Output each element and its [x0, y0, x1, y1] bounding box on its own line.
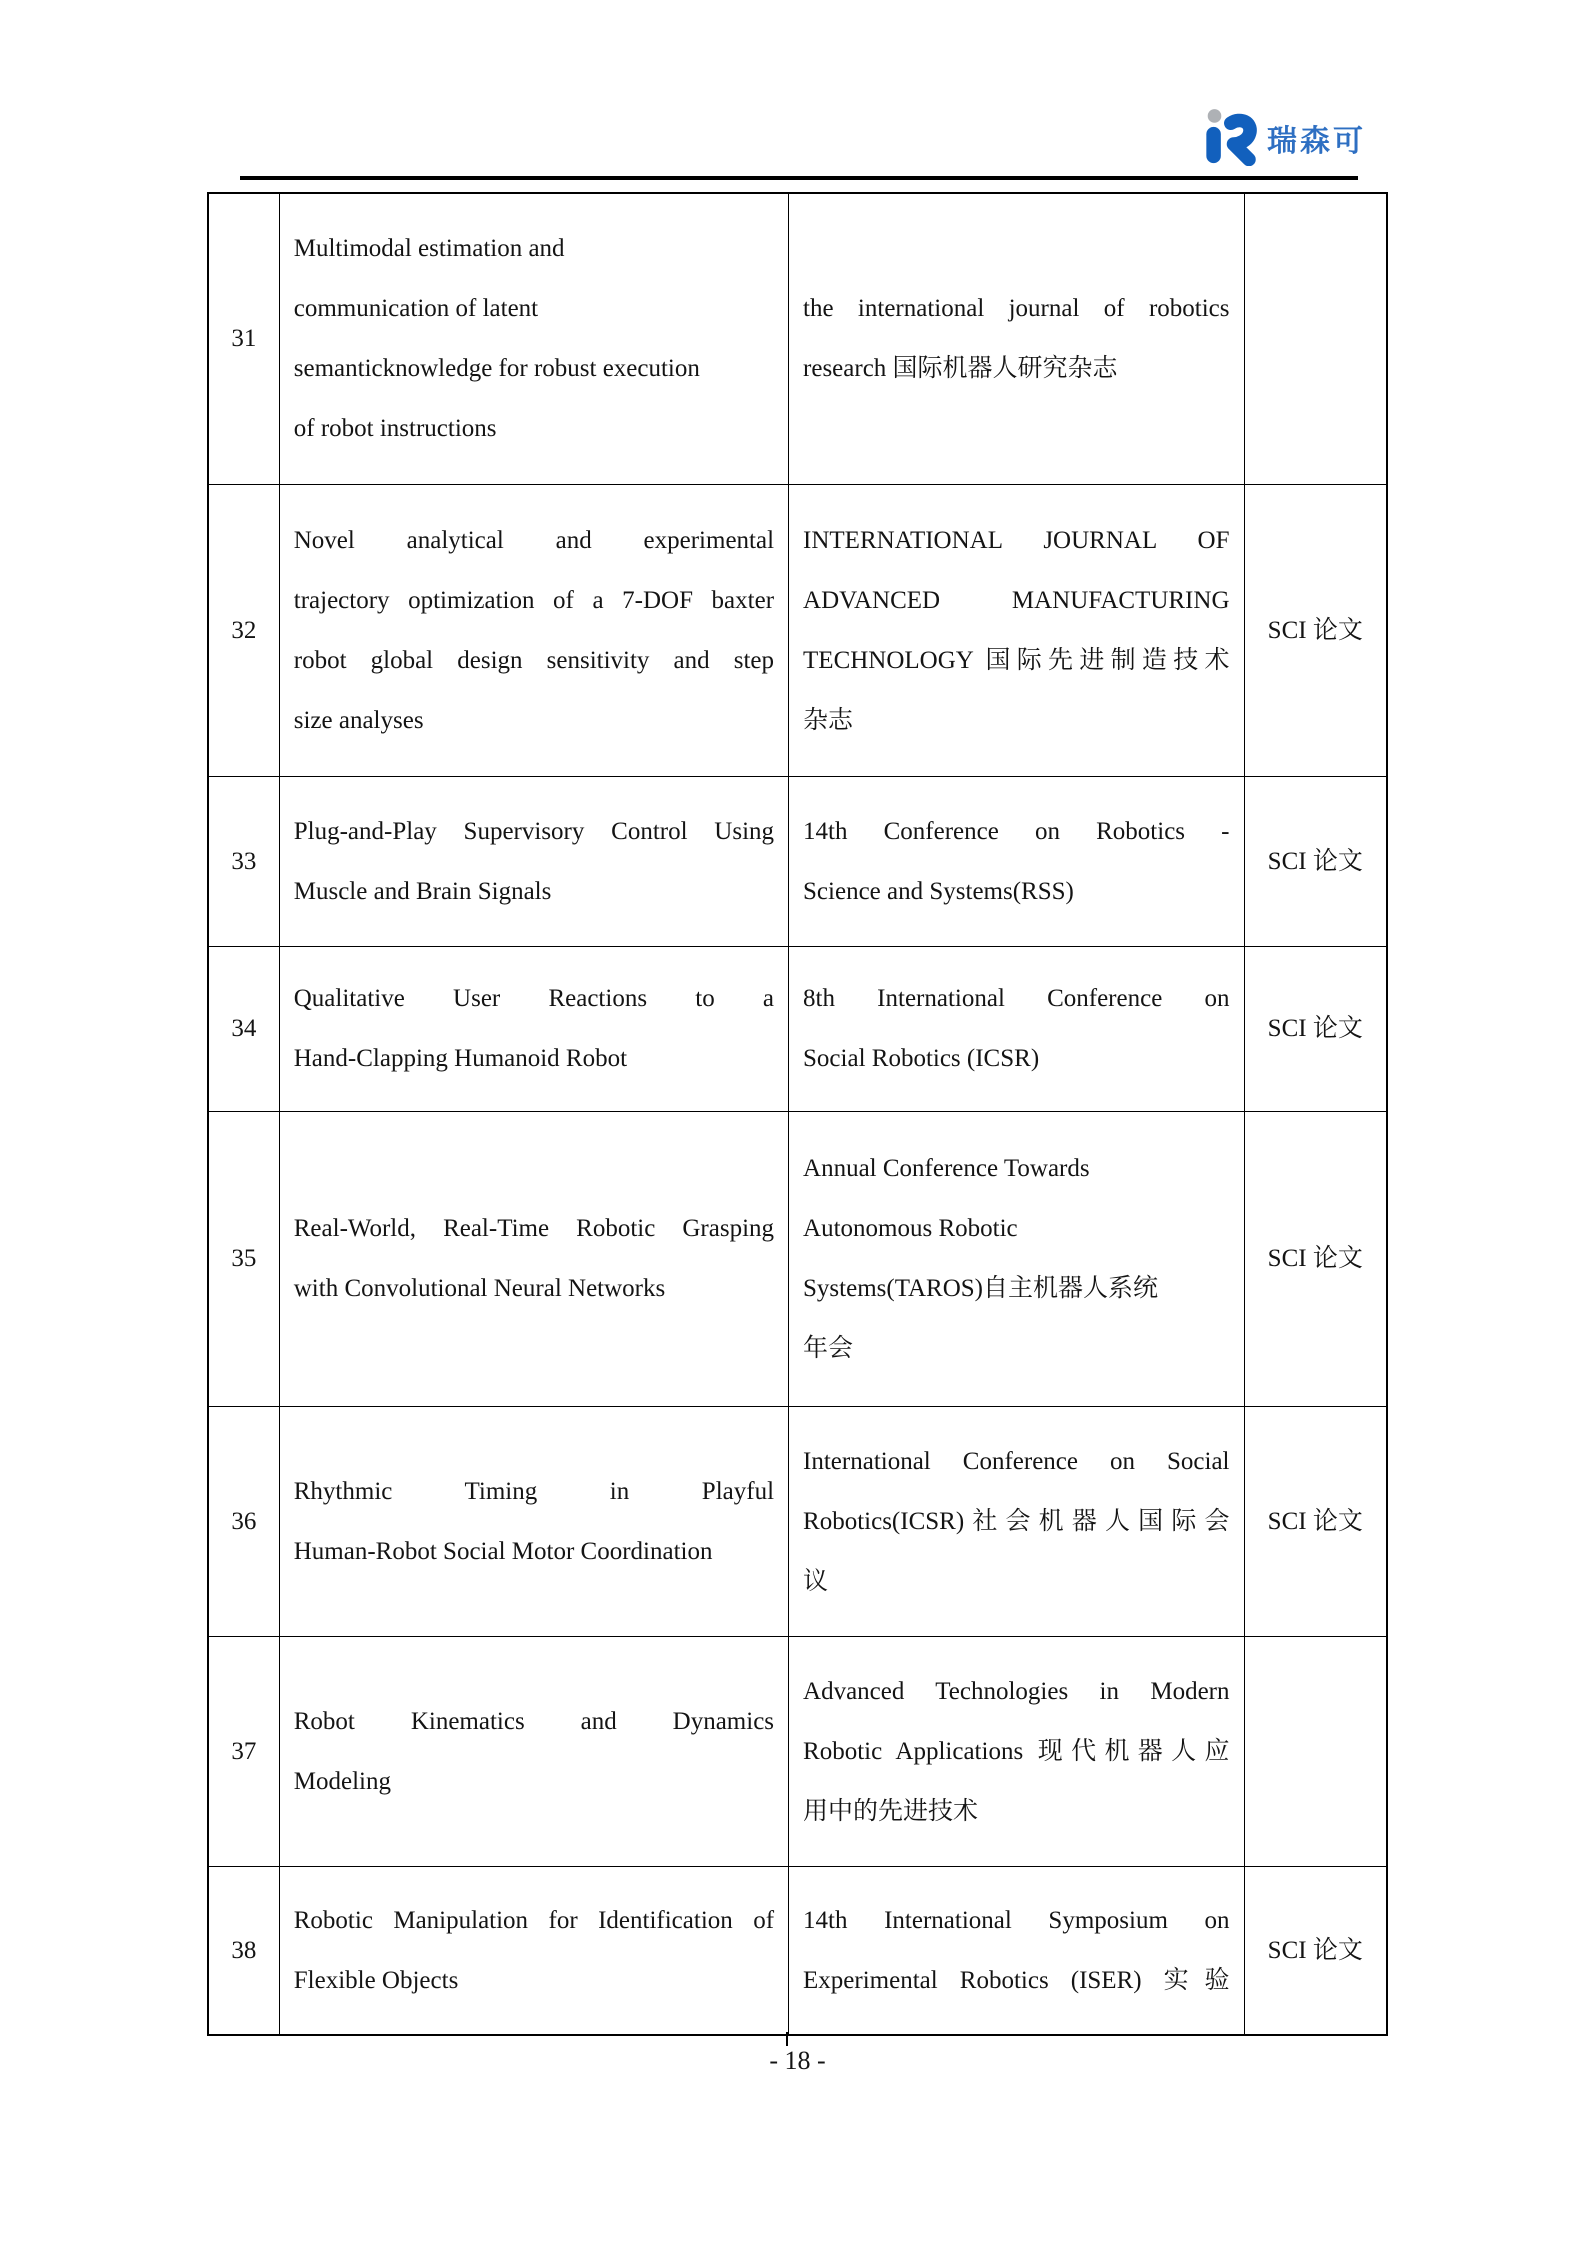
- paper-type-cell: [1245, 194, 1387, 484]
- venue-cell: [789, 485, 1244, 776]
- text-line: Novel analytical and experimental: [293, 526, 775, 554]
- text-line: with Convolutional Neural Networks: [293, 1275, 666, 1302]
- paper-title-cell: [280, 485, 789, 776]
- cell-text: [294, 219, 774, 459]
- text-line: Systems(TAROS)自主机器人系统: [803, 1275, 1158, 1302]
- paper-title-cell: [280, 947, 789, 1111]
- venue-cell: [789, 1407, 1244, 1636]
- text-line: Autonomous Robotic: [803, 1215, 1018, 1242]
- text-line: 议: [803, 1567, 829, 1595]
- text-line: Robotics(ICSR)社会机器人国际会: [803, 1507, 1230, 1535]
- table-row: [209, 1867, 1386, 2034]
- row-number-cell: 36: [209, 1407, 280, 1636]
- paper-type-cell: SCI 论文: [1267, 847, 1363, 875]
- text-line: of robot instructions: [293, 415, 497, 442]
- table-row: [209, 777, 1386, 947]
- cell-text: [803, 1891, 1229, 2011]
- cell-text: [294, 802, 774, 922]
- paper-type-cell: SCI 论文: [1267, 1936, 1363, 1964]
- cell-text: [294, 1462, 774, 1582]
- cell-text: [803, 511, 1229, 751]
- row-number-cell: 37: [209, 1637, 280, 1866]
- text-line: Social Robotics (ICSR): [803, 1045, 1040, 1072]
- row-number-cell: 34: [209, 947, 280, 1111]
- text-line: 杂志: [803, 706, 854, 734]
- venue-cell: [789, 1867, 1244, 2034]
- text-line: Advanced Technologies in Modern: [803, 1677, 1230, 1705]
- table-row: [209, 1112, 1386, 1407]
- cell-text: [294, 511, 774, 751]
- text-line: 14th International Symposium on: [803, 1906, 1230, 1934]
- text-line: Plug-and-Play Supervisory Control Using: [293, 817, 775, 845]
- cell-text: [803, 1432, 1229, 1612]
- text-line: Experimental Robotics (ISER) 实验: [803, 1966, 1230, 1994]
- row-number-cell: 32: [209, 485, 280, 776]
- page-number: - 18 -: [769, 2046, 826, 2075]
- publications-table: [207, 192, 1388, 2036]
- row-number-cell: 35: [209, 1112, 280, 1406]
- text-line: Flexible Objects: [293, 1966, 459, 1994]
- text-line: ADVANCED MANUFACTURING: [803, 586, 1230, 614]
- text-line: Robotic Manipulation for Identification of: [293, 1906, 775, 1934]
- text-line: the international journal of robotics: [803, 295, 1230, 322]
- row-number-cell: 31: [209, 194, 280, 484]
- text-line: 用中的先进技术: [803, 1797, 979, 1825]
- row-number-cell: 38: [209, 1867, 280, 2034]
- text-line: Modeling: [293, 1767, 391, 1795]
- header-divider: [240, 176, 1358, 180]
- table-row: [209, 194, 1386, 485]
- table-row: [209, 1407, 1386, 1637]
- table-row: [209, 1637, 1386, 1867]
- text-line: communication of latent: [293, 295, 539, 322]
- paper-title-cell: [280, 1867, 789, 2034]
- paper-type-cell: SCI 论文: [1267, 616, 1363, 644]
- text-line: research 国际机器人研究杂志: [803, 355, 1118, 382]
- text-line: robot global design sensitivity and step: [293, 646, 775, 674]
- text-line: 年会: [803, 1335, 854, 1362]
- row-number-cell: 33: [209, 777, 280, 946]
- text-line: INTERNATIONAL JOURNAL OF: [803, 526, 1230, 554]
- text-line: 8th International Conference on: [803, 985, 1230, 1012]
- text-line: trajectory optimization of a 7-DOF baxter: [293, 586, 775, 614]
- cell-text: [803, 802, 1229, 922]
- paper-type-cell: SCI 论文: [1267, 1015, 1363, 1042]
- cell-text: [803, 279, 1229, 399]
- paper-title-cell: [280, 777, 789, 946]
- company-logo-text: 瑞森可: [1267, 125, 1366, 158]
- company-logo: [1200, 104, 1366, 166]
- table-row: [209, 947, 1386, 1112]
- text-line: Robot Kinematics and Dynamics: [293, 1707, 775, 1735]
- paper-type-cell: SCI 论文: [1267, 1507, 1363, 1535]
- venue-cell: [789, 1637, 1244, 1866]
- cell-text: [294, 1199, 774, 1319]
- table-bottom-tick: [786, 2032, 788, 2046]
- cell-text: [294, 1692, 774, 1812]
- text-line: Science and Systems(RSS): [803, 877, 1074, 905]
- company-logo-icon: [1200, 104, 1258, 166]
- text-line: Robotic Applications 现代机器人应: [803, 1737, 1230, 1765]
- paper-title-cell: [280, 1407, 789, 1636]
- text-line: Hand-Clapping Humanoid Robot: [293, 1045, 628, 1072]
- cell-text: [294, 1891, 774, 2011]
- text-line: TECHNOLOGY 国际先进制造技术: [803, 646, 1230, 674]
- text-line: 14th Conference on Robotics -: [803, 817, 1230, 845]
- paper-type-cell: [1245, 1637, 1387, 1866]
- cell-text: [803, 969, 1229, 1089]
- text-line: semanticknowledge for robust execution: [293, 355, 700, 382]
- venue-cell: [789, 194, 1244, 484]
- paper-title-cell: [280, 1637, 789, 1866]
- text-line: size analyses: [293, 706, 424, 734]
- text-line: Muscle and Brain Signals: [293, 877, 552, 905]
- paper-title-cell: [280, 194, 789, 484]
- text-line: Multimodal estimation and: [293, 235, 565, 262]
- text-line: Rhythmic Timing in Playful: [293, 1477, 775, 1505]
- cell-text: [294, 969, 774, 1089]
- table-row: [209, 485, 1386, 777]
- paper-title-cell: [280, 1112, 789, 1406]
- cell-text: [803, 1139, 1229, 1379]
- paper-type-cell: SCI 论文: [1267, 1245, 1363, 1272]
- text-line: Real-World, Real-Time Robotic Grasping: [293, 1215, 775, 1242]
- text-line: Qualitative User Reactions to a: [293, 985, 775, 1012]
- text-line: Annual Conference Towards: [803, 1155, 1090, 1182]
- venue-cell: [789, 777, 1244, 946]
- text-line: International Conference on Social: [803, 1447, 1230, 1475]
- text-line: Human-Robot Social Motor Coordination: [293, 1537, 713, 1565]
- cell-text: [803, 1662, 1229, 1842]
- venue-cell: [789, 1112, 1244, 1406]
- venue-cell: [789, 947, 1244, 1111]
